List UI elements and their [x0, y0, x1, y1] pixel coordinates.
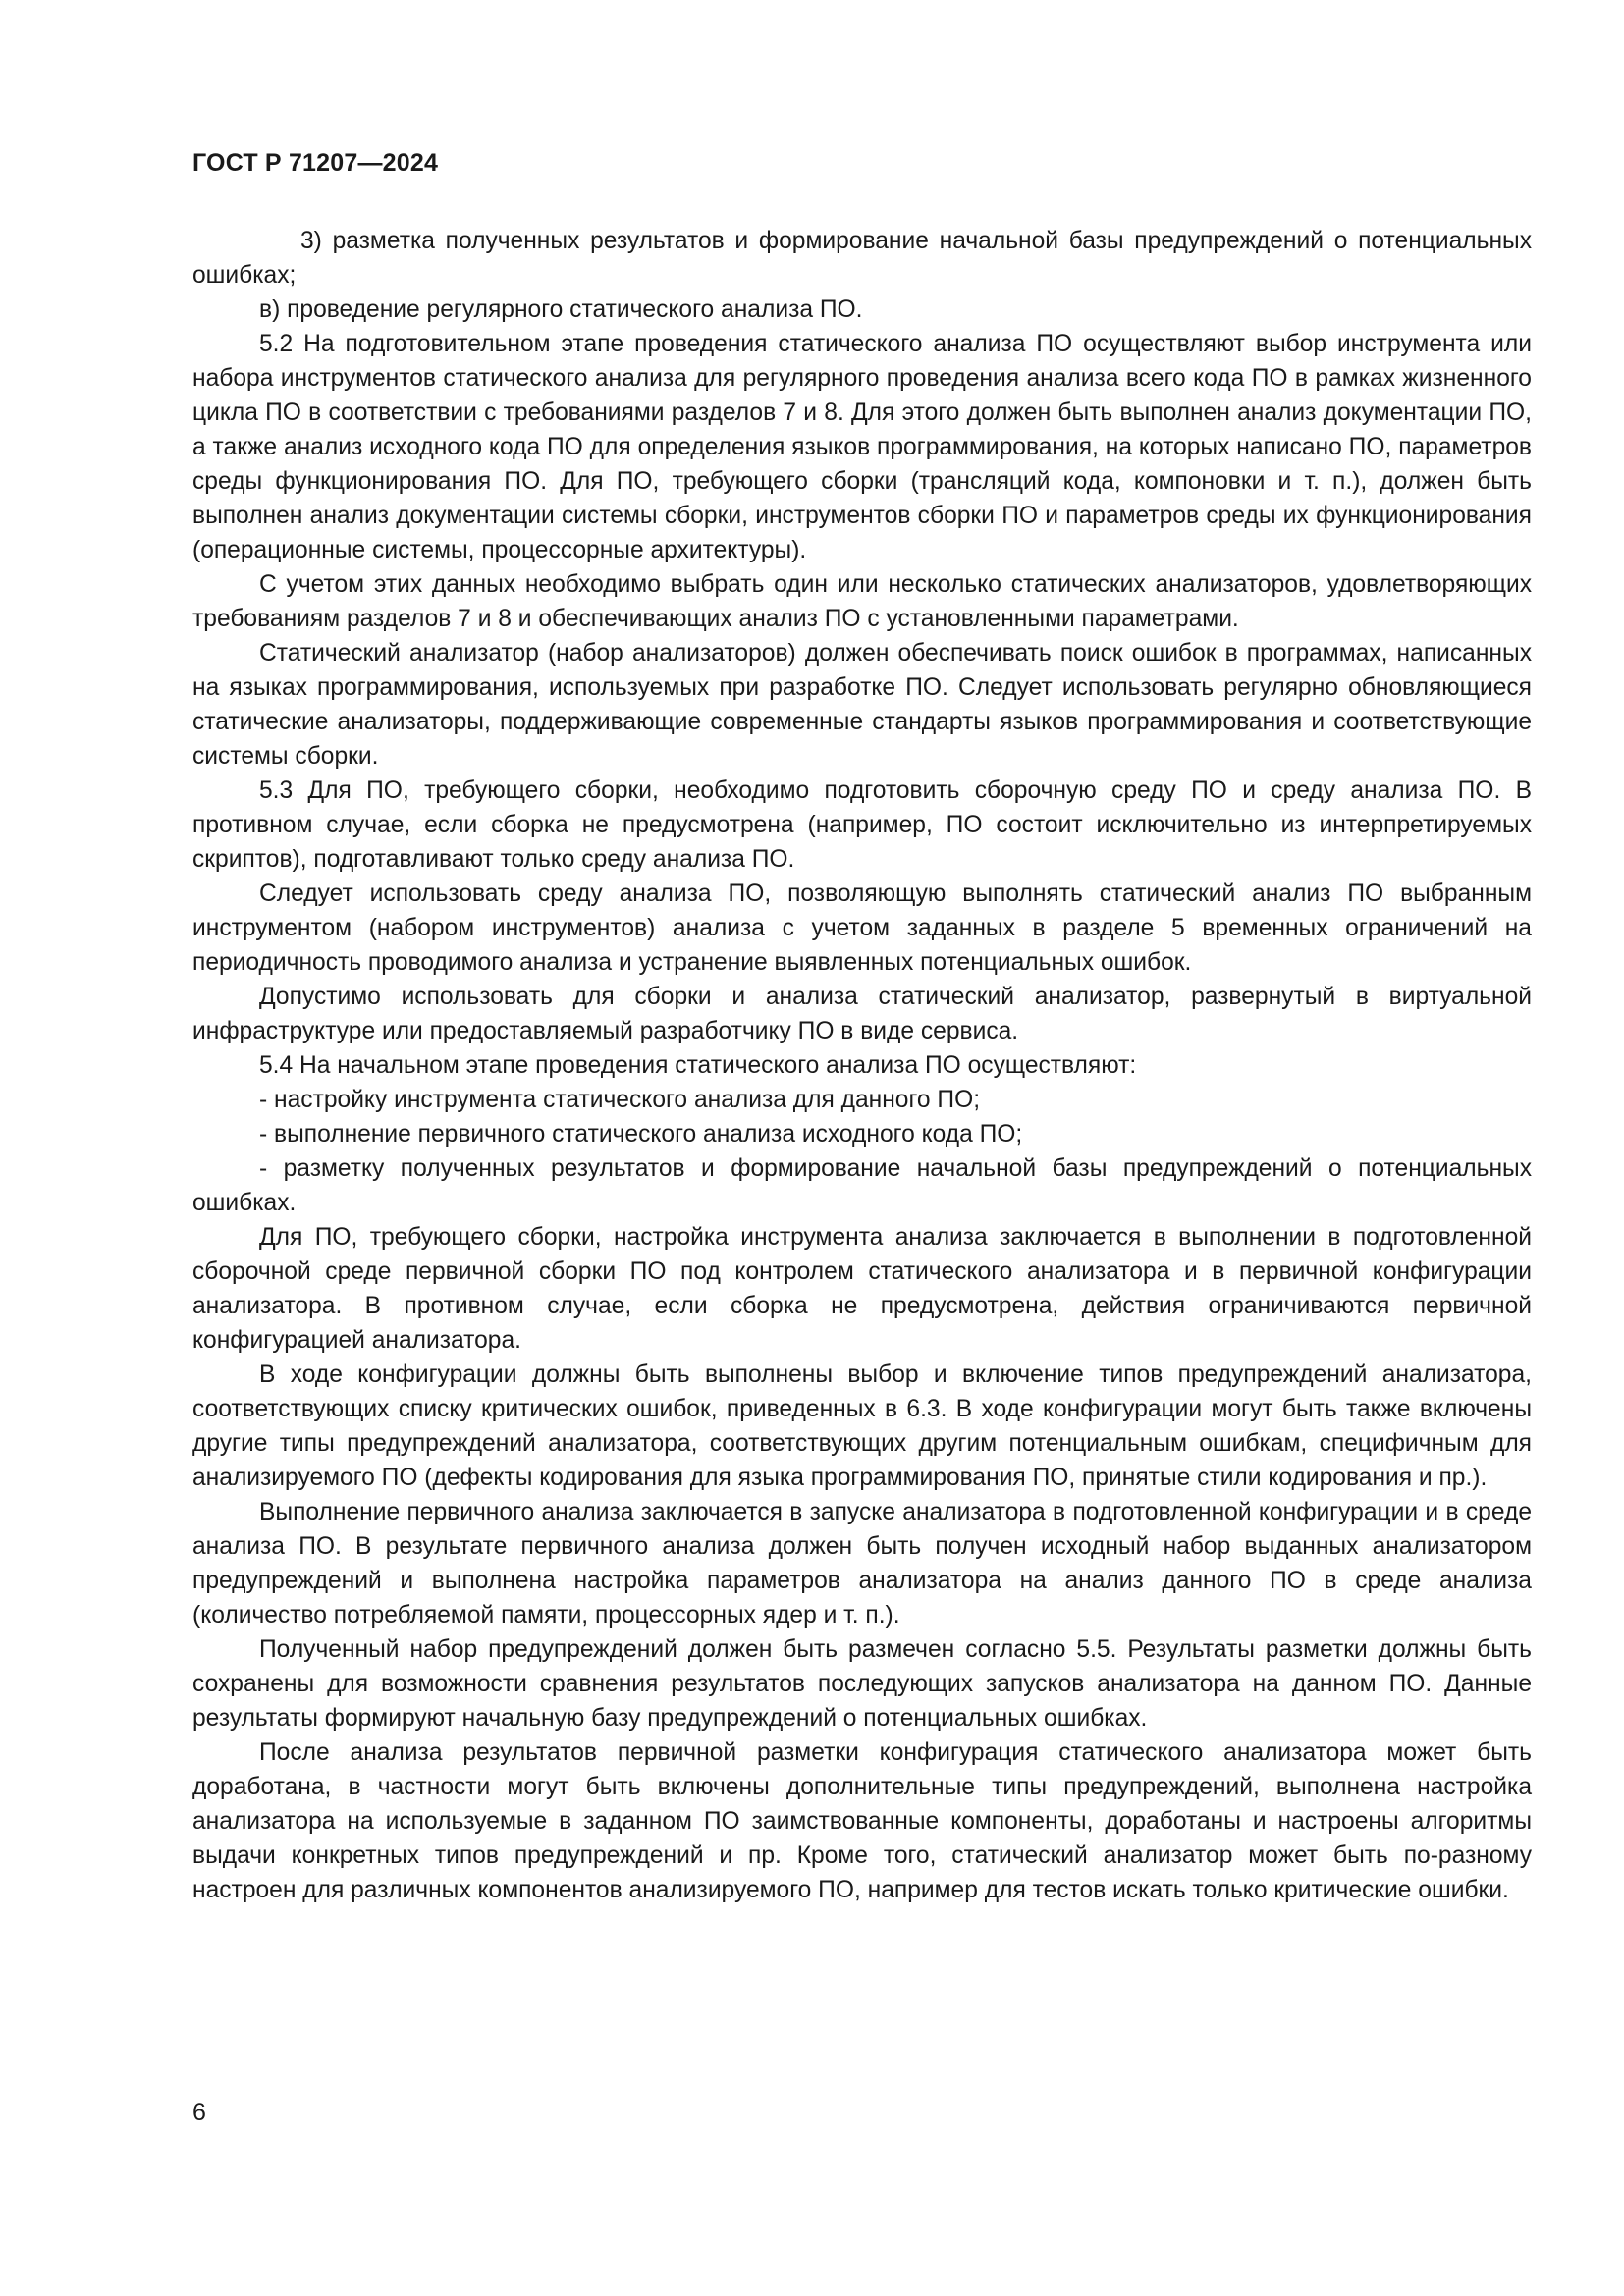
list-item: - настройку инструмента статического анализа для данного ПО; — [259, 1087, 981, 1113]
page-number: 6 — [192, 2099, 206, 2126]
list-item: - выполнение первичного статического анализа исходного кода ПО; — [259, 1121, 1023, 1148]
paragraph: Следует использовать среду анализа ПО, позволяющую выполнять статический анализ ПО выбранным инструментом (набором инструментов) анализа с учетом заданных в разделе 5 временных ограничений на периодичность проводимого анализа и устранение выявленных потенциальных ошибок. — [192, 881, 1532, 976]
paragraph: Статический анализатор (набор анализаторов) должен обеспечивать поиск ошибок в программах, написанных на языках программирования, используемых при разработке ПО. Следует использовать регулярно обновляющиеся статические анализаторы, поддерживающие современные стандарты языков программирования и соответствующие системы сборки. — [192, 640, 1532, 770]
document-header: ГОСТ Р 71207—2024 — [192, 149, 439, 177]
paragraph: Выполнение первичного анализа заключается в запуске анализатора в подготовленной конфигурации и в среде анализа ПО. В результате первичного анализа должен быть получен исходный набор выданных анализатором предупреждений и выполнена настройка параметров анализатора на анализ данного ПО в среде анализа (количество потребляемой памяти, процессорных ядер и т. п.). — [192, 1499, 1532, 1629]
document-body — [192, 224, 1532, 1907]
paragraph: После анализа результатов первичной разметки конфигурация статического анализатора может быть доработана, в частности могут быть включены дополнительные типы предупреждений, выполнена настройка анализатора на используемые в заданном ПО заимствованные компоненты, доработаны и настроены алгоритмы выдачи конкретных типов предупреждений и пр. Кроме того, статический анализатор может быть по-разному настроен для различных компонентов анализируемого ПО, например для тестов искать только критические ошибки. — [192, 1739, 1532, 1903]
paragraph: В ходе конфигурации должны быть выполнены выбор и включение типов предупреждений анализатора, соответствующих списку критических ошибок, приведенных в 6.3. В ходе конфигурации могут быть также включены другие типы предупреждений анализатора, соответствующих другим потенциальным ошибкам, специфичным для анализируемого ПО (дефекты кодирования для языка программирования ПО, принятые стили кодирования и пр.). — [192, 1362, 1532, 1491]
paragraph: С учетом этих данных необходимо выбрать один или несколько статических анализаторов, удовлетворяющих требованиям разделов 7 и 8 и обеспечивающих анализ ПО с установленными параметрами. — [192, 571, 1532, 632]
paragraph: Для ПО, требующего сборки, настройка инструмента анализа заключается в выполнении в подготовленной сборочной среде первичной сборки ПО под контролем статического анализатора и в первичной конфигурации анализатора. В противном случае, если сборка не предусмотрена, действия ограничиваются первичной конфигурацией анализатора. — [192, 1224, 1532, 1354]
paragraph: Допустимо использовать для сборки и анализа статический анализатор, развернутый в виртуальной инфраструктуре или предоставляемый разработчику ПО в виде сервиса. — [192, 984, 1532, 1044]
paragraph-item-v: в) проведение регулярного статического анализа ПО. — [259, 296, 863, 323]
paragraph-5-4: 5.4 На начальном этапе проведения статического анализа ПО осуществляют: — [259, 1052, 1137, 1079]
paragraph: Полученный набор предупреждений должен быть размечен согласно 5.5. Результаты разметки должны быть сохранены для возможности сравнения результатов последующих запусков анализатора на данном ПО. Данные результаты формируют начальную базу предупреждений о потенциальных ошибках. — [192, 1636, 1532, 1732]
paragraph-5-2: 5.2 На подготовительном этапе проведения статического анализа ПО осуществляют выбор инструмента или набора инструментов статического анализа для регулярного проведения анализа всего кода ПО в рамках жизненного цикла ПО в соответствии с требованиями разделов 7 и 8. Для этого должен быть выполнен анализ документации ПО, а также анализ исходного кода ПО для определения языков программирования, на которых написано ПО, параметров среды функционирования ПО. Для ПО, требующего сборки (трансляций кода, компоновки и т. п.), должен быть выполнен анализ документации системы сборки, инструментов сборки ПО и параметров среды их функционирования (операционные системы, процессорные архитектуры). — [192, 331, 1532, 563]
list-item: - разметку полученных результатов и формирование начальной базы предупреждений о потенциальных ошибках. — [192, 1155, 1532, 1216]
paragraph-5-3: 5.3 Для ПО, требующего сборки, необходимо подготовить сборочную среду ПО и среду анализа ПО. В противном случае, если сборка не предусмотрена (например, ПО состоит исключительно из интерпретируемых скриптов), подготавливают только среду анализа ПО. — [192, 777, 1532, 873]
paragraph-item-3: 3) разметка полученных результатов и формирование начальной базы предупреждений о потенциальных ошибках; — [192, 228, 1532, 289]
